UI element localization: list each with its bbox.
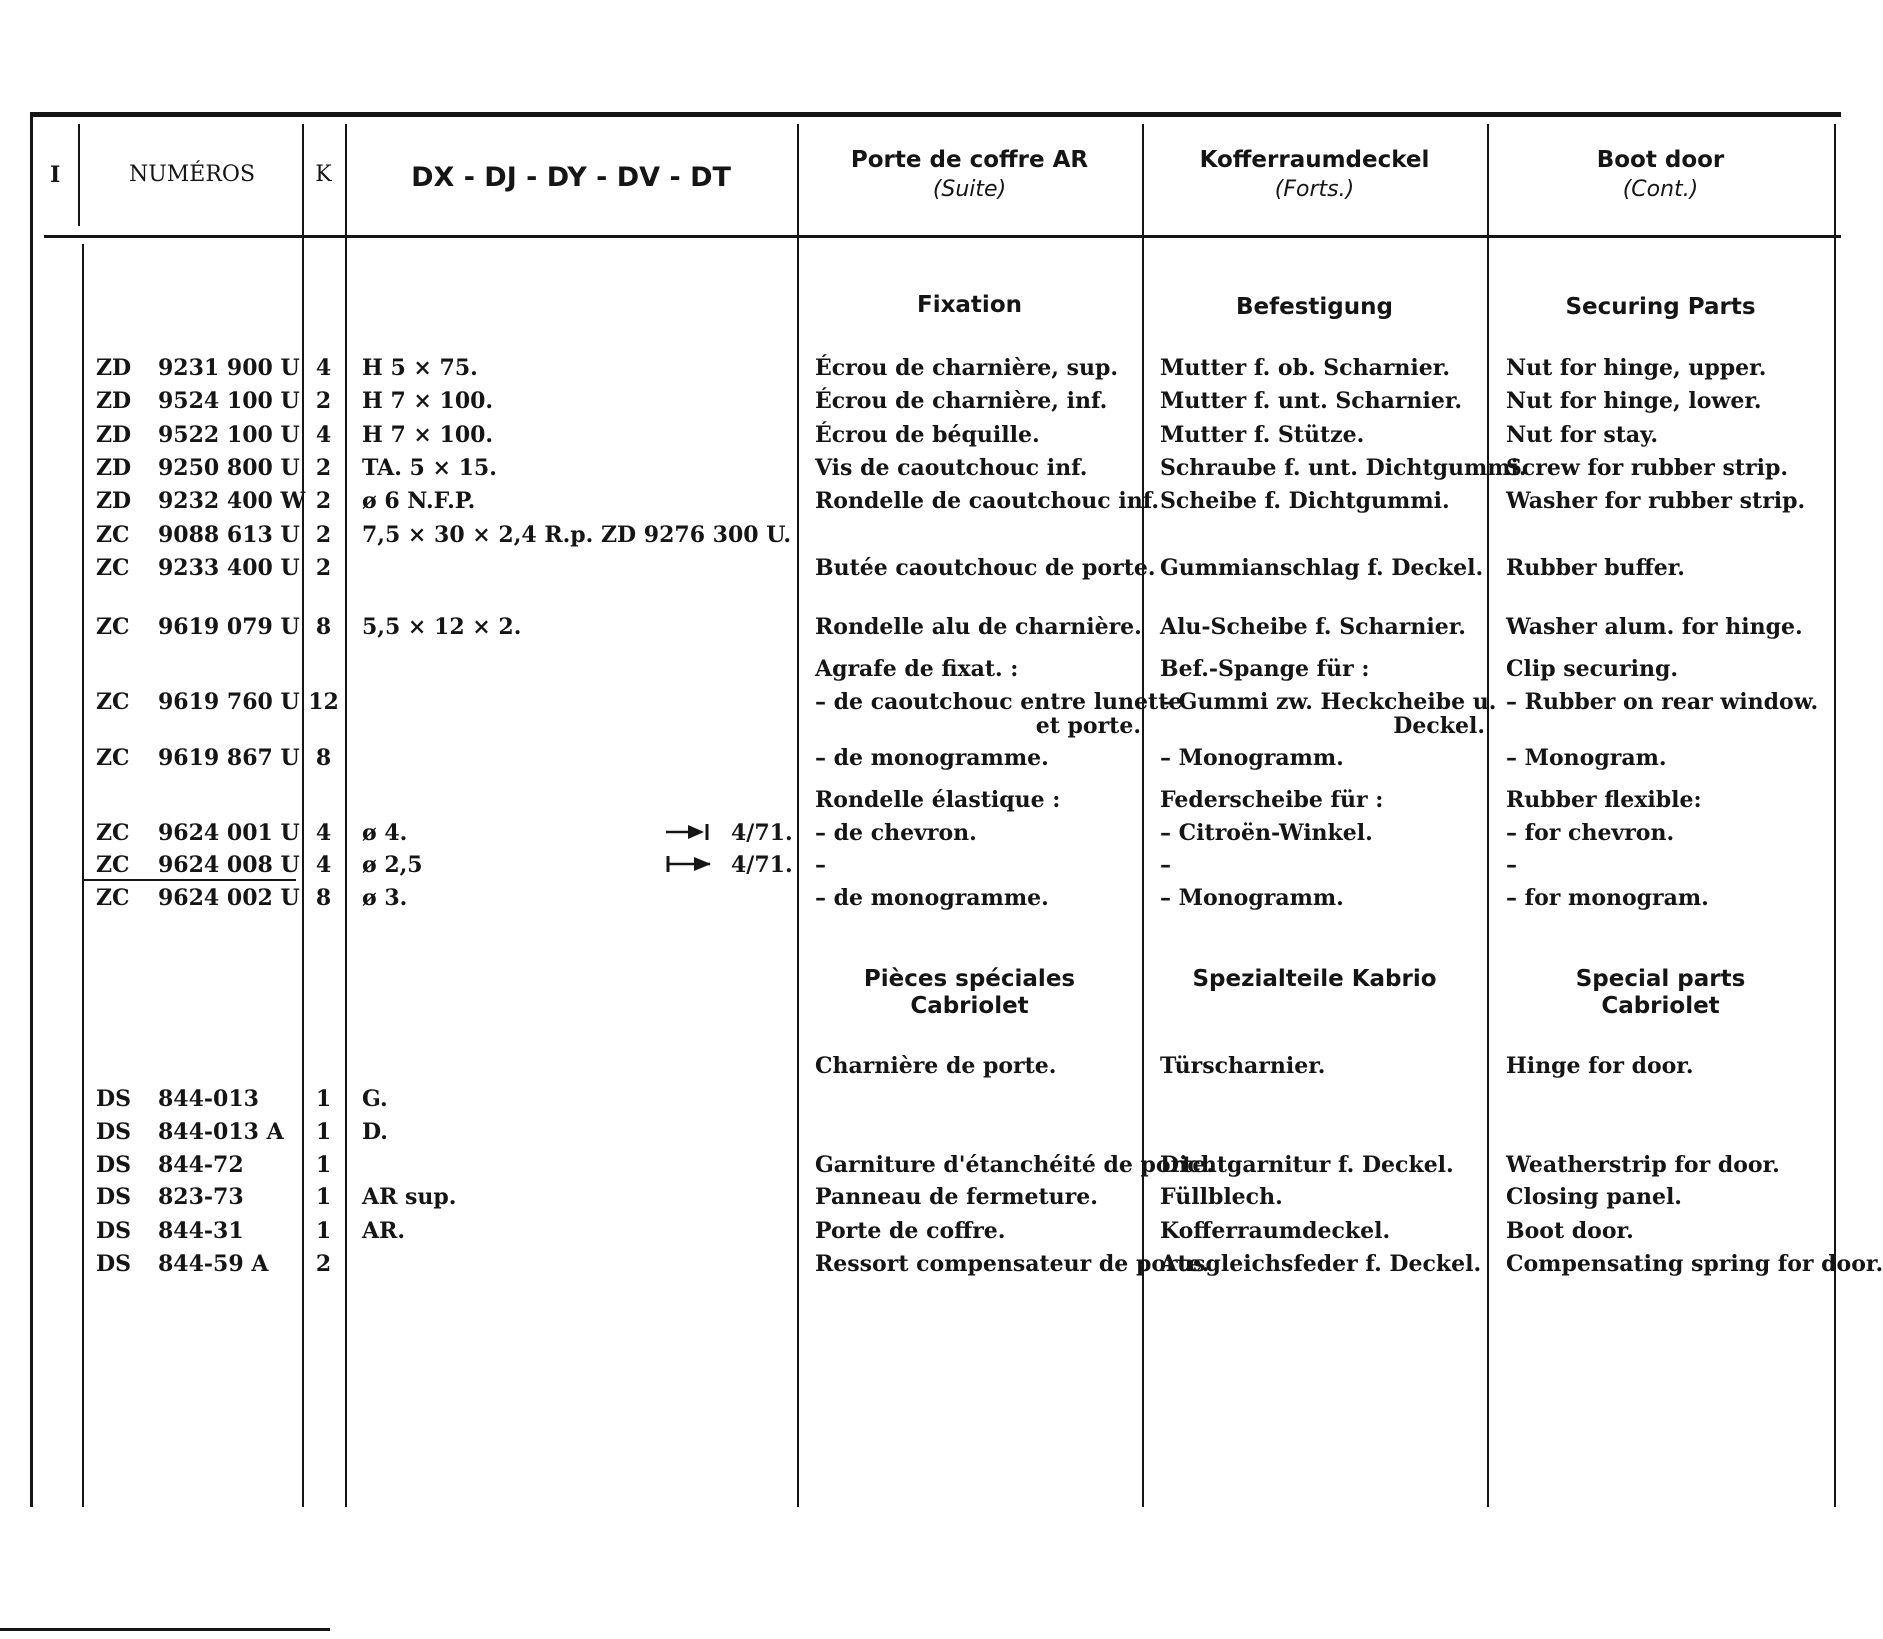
desc-de: Mutter f. ob. Scharnier. [1160,355,1450,381]
section-en: Securing Parts [1565,294,1756,320]
section-fr: Pièces spéciales Cabriolet [863,966,1076,1019]
header-en-sub: (Cont.) [1622,177,1699,202]
row-separator [82,879,296,881]
quantity: 12 [308,689,339,715]
quantity: 2 [315,455,332,481]
desc-de: Federscheibe für : [1160,787,1384,813]
desc-fr: Panneau de fermeture. [815,1184,1098,1210]
part-number: 9524 100 U [158,388,300,414]
specification: ø 6 N.F.P. [362,488,476,514]
desc-de: Kofferraumdeckel. [1160,1218,1391,1244]
specification: 7,5 × 30 × 2,4 R.p. ZD 9276 300 U. [362,522,792,548]
desc-fr: Agrafe de fixat. : [815,656,1019,682]
header-fr [797,145,1142,205]
change-date: 4/71. [731,852,793,878]
quantity: 1 [315,1218,332,1244]
specification: AR. [362,1218,406,1244]
desc-en: Weatherstrip for door. [1506,1152,1780,1178]
column-rule [345,124,347,1507]
part-number: 9619 079 U [158,614,300,640]
part-prefix: ZD [96,422,132,448]
part-prefix: ZC [96,522,130,548]
quantity: 2 [315,555,332,581]
column-rule [78,124,80,226]
desc-en: Rubber flexible: [1506,787,1702,813]
quantity: 2 [315,1251,332,1277]
desc-en: – [1506,852,1517,878]
part-number: 844-013 [158,1086,259,1112]
desc-de: Schraube f. unt. Dichtgummi. [1160,455,1527,481]
desc-fr: Garniture d'étanchéité de porte. [815,1152,1214,1178]
specification: AR sup. [362,1184,457,1210]
desc-en: Screw for rubber strip. [1506,455,1788,481]
part-prefix: ZD [96,355,132,381]
desc-de: Mutter f. Stütze. [1160,422,1365,448]
desc-en: Hinge for door. [1506,1053,1694,1079]
specification: ø 3. [362,885,408,911]
desc-fr: Écrou de béquille. [815,422,1040,448]
part-number: 9232 400 W [158,488,306,514]
desc-fr: Vis de caoutchouc inf. [815,455,1088,481]
quantity: 2 [315,522,332,548]
part-number: 9619 867 U [158,745,300,771]
desc-en: Clip securing. [1506,656,1679,682]
desc-en: Nut for hinge, lower. [1506,388,1762,414]
header-fr-title: Porte de coffre AR [850,147,1089,173]
desc-de: – Citroën-Winkel. [1160,820,1373,846]
desc-fr: – de caoutchouc entre lunette [815,689,1183,715]
part-prefix: DS [96,1184,131,1210]
desc-de: Ausgleichsfeder f. Deckel. [1160,1251,1482,1277]
desc-en: Washer for rubber strip. [1506,488,1806,514]
specification: H 5 × 75. [362,355,478,381]
part-prefix: ZC [96,689,130,715]
part-prefix: ZC [96,820,130,846]
arrow-start-icon [666,856,712,872]
part-prefix: ZC [96,852,130,878]
arrow-end-icon [666,824,712,840]
part-number: 9231 900 U [158,355,300,381]
desc-en: Nut for stay. [1506,422,1659,448]
part-number: 9233 400 U [158,555,300,581]
column-rule [1834,124,1836,1507]
column-rule [797,124,799,1507]
quantity: 4 [315,422,332,448]
part-number: 9624 002 U [158,885,300,911]
header-col-k: K [315,162,332,187]
desc-de: Füllblech. [1160,1184,1283,1210]
desc-fr: – de monogramme. [815,745,1049,771]
specification: H 7 × 100. [362,388,494,414]
desc-en: Closing panel. [1506,1184,1682,1210]
quantity: 1 [315,1184,332,1210]
part-number: 844-59 A [158,1251,269,1277]
desc-fr: – de monogramme. [815,885,1049,911]
desc-fr: Écrou de charnière, inf. [815,388,1108,414]
desc-de: – Gummi zw. Heckcheibe u. [1160,689,1497,715]
header-en-title: Boot door [1596,147,1725,173]
part-number: 9522 100 U [158,422,300,448]
quantity: 1 [315,1119,332,1145]
quantity: 4 [315,355,332,381]
part-prefix: ZD [96,388,132,414]
part-prefix: ZD [96,488,132,514]
header-de-title: Kofferraumdeckel [1199,147,1430,173]
part-number: 9619 760 U [158,689,300,715]
desc-de: Deckel. [1393,713,1485,739]
quantity: 8 [315,614,332,640]
part-prefix: DS [96,1251,131,1277]
quantity: 1 [315,1086,332,1112]
desc-de: Scheibe f. Dichtgummi. [1160,488,1450,514]
quantity: 8 [315,885,332,911]
header-rule [44,235,1841,238]
desc-de: Alu-Scheibe f. Scharnier. [1160,614,1466,640]
column-rule [1142,124,1144,1507]
desc-de: Türscharnier. [1160,1053,1326,1079]
section-de: Befestigung [1236,294,1393,320]
desc-fr: Rondelle alu de charnière. [815,614,1142,640]
desc-fr: – [815,852,826,878]
section-de: Spezialteile Kabrio [1192,966,1437,992]
desc-de: – Monogramm. [1160,745,1344,771]
column-rule [1487,124,1489,1507]
part-prefix: DS [96,1086,131,1112]
part-number: 844-31 [158,1218,244,1244]
part-prefix: ZD [96,455,132,481]
desc-en: Boot door. [1506,1218,1634,1244]
header-en [1487,145,1834,205]
desc-de: Dichtgarnitur f. Deckel. [1160,1152,1454,1178]
header-col-numeros: NUMÉROS [128,162,256,187]
desc-fr: Rondelle de caoutchouc inf. [815,488,1160,514]
column-rule [30,112,33,1507]
header-col-i: I [50,162,61,188]
quantity: 2 [315,388,332,414]
part-prefix: DS [96,1152,131,1178]
specification: ø 2,5 [362,852,423,878]
desc-en: Nut for hinge, upper. [1506,355,1767,381]
specification: 5,5 × 12 × 2. [362,614,522,640]
desc-en: – Monogram. [1506,745,1667,771]
part-prefix: ZC [96,885,130,911]
quantity: 4 [315,820,332,846]
desc-en: Rubber buffer. [1506,555,1685,581]
part-number: 9250 800 U [158,455,300,481]
specification: TA. 5 × 15. [362,455,497,481]
desc-fr: Rondelle élastique : [815,787,1061,813]
desc-fr: et porte. [1035,713,1141,739]
column-rule [302,124,304,1507]
desc-fr: Ressort compensateur de porte. [815,1251,1210,1277]
quantity: 1 [315,1152,332,1178]
desc-en: – for monogram. [1506,885,1709,911]
desc-de: Gummianschlag f. Deckel. [1160,555,1484,581]
part-number: 9624 001 U [158,820,300,846]
specification: D. [362,1119,388,1145]
section-en: Special parts Cabriolet [1575,966,1746,1019]
quantity: 2 [315,488,332,514]
column-rule [82,244,84,1507]
desc-en: Compensating spring for door. [1506,1251,1883,1277]
part-number: 9624 008 U [158,852,300,878]
part-number: 823-73 [158,1184,244,1210]
part-prefix: ZC [96,555,130,581]
section-fr: Fixation [916,292,1022,318]
header-col-models: DX - DJ - DY - DV - DT [411,162,731,193]
part-prefix: ZC [96,745,130,771]
specification: ø 4. [362,820,408,846]
part-prefix: DS [96,1119,131,1145]
part-number: 9088 613 U [158,522,300,548]
desc-de: – [1160,852,1171,878]
desc-fr: Écrou de charnière, sup. [815,355,1119,381]
desc-de: Mutter f. unt. Scharnier. [1160,388,1463,414]
part-number: 844-013 A [158,1119,284,1145]
change-date: 4/71. [731,820,793,846]
desc-fr: Porte de coffre. [815,1218,1006,1244]
desc-en: – for chevron. [1506,820,1675,846]
desc-de: Bef.-Spange für : [1160,656,1370,682]
bottom-rule [0,1628,330,1631]
specification: H 7 × 100. [362,422,494,448]
top-rule [30,112,1841,117]
specification: G. [362,1086,388,1112]
desc-de: – Monogramm. [1160,885,1344,911]
header-de-sub: (Forts.) [1274,177,1355,202]
header-de [1142,145,1487,205]
part-prefix: ZC [96,614,130,640]
desc-en: Washer alum. for hinge. [1506,614,1803,640]
desc-fr: Charnière de porte. [815,1053,1057,1079]
desc-fr: – de chevron. [815,820,977,846]
part-number: 844-72 [158,1152,244,1178]
part-prefix: DS [96,1218,131,1244]
header-fr-sub: (Suite) [932,177,1007,202]
quantity: 8 [315,745,332,771]
desc-en: – Rubber on rear window. [1506,689,1819,715]
desc-fr: Butée caoutchouc de porte. [815,555,1156,581]
quantity: 4 [315,852,332,878]
